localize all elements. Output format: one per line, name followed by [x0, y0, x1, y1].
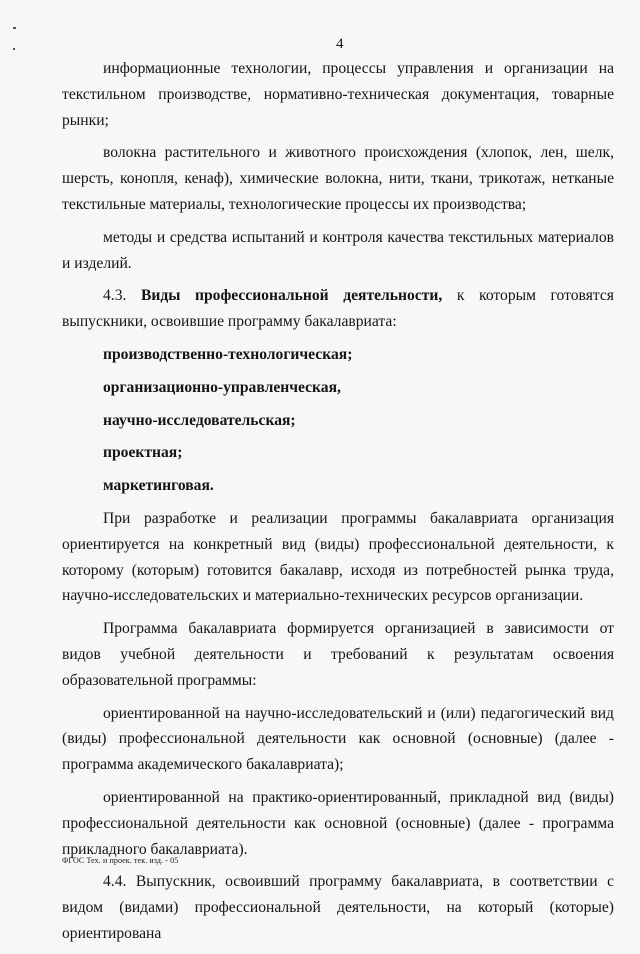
paragraph: ориентированной на практико-ориентированный, прикладной вид (виды) профессиональной деятельности как основной (основные) (далее - программа прикладного бакалавриата). — [62, 788, 614, 858]
section-rest: к которым готовятся выпускники, освоившие программу бакалавриата: — [62, 287, 614, 331]
scan-mark-1 — [13, 27, 16, 29]
scan-mark-2 — [13, 48, 15, 50]
activity-type: производственно-технологическая; — [103, 345, 353, 363]
paragraph: информационные технологии, процессы управления и организации на текстильном производстве, нормативно-техническая документация, товарные рынки; — [62, 60, 614, 129]
activity-type: маркетинговая. — [103, 477, 214, 495]
activity-type: научно-исследовательская; — [103, 411, 296, 429]
paragraph: ориентированной на научно-исследовательский и (или) педагогический вид (виды) профессиональной деятельности как основной (основные) (далее - программа академического бакалавриата); — [62, 704, 614, 774]
section-number: 4.3. — [103, 287, 127, 305]
page-number: 4 — [336, 36, 344, 52]
paragraph: При разработке и реализации программы бакалавриата организация ориентируется на конкретный вид (виды) профессиональной деятельности, к которому (которым) готовится бакалавр, исходя из потребностей рынка труда, научно-исследовательских и материально-технических ресурсов организации. — [62, 509, 614, 605]
footer-code: ФГОС Тех. и проек. тек. изд. - 05 — [62, 856, 179, 865]
activity-type: проектная; — [103, 444, 183, 462]
paragraph: методы и средства испытаний и контроля качества текстильных материалов и изделий. — [62, 228, 614, 272]
section-bold-lead: Виды профессиональной деятельности, — [140, 287, 443, 305]
section-4-3 — [62, 283, 614, 335]
paragraph: волокна растительного и животного происхождения (хлопок, лен, шелк, шерсть, конопля, кенаф), химические волокна, нити, ткани, трикотаж, нетканые текстильные материалы, технологические процессы их производства; — [62, 144, 614, 213]
document-body — [62, 56, 614, 954]
paragraph: 4.4. Выпускник, освоивший программу бакалавриата, в соответствии с видом (видами) профессиональной деятельности, на который (которые) ориентирована — [62, 873, 614, 942]
paragraph: Программа бакалавриата формируется организацией в зависимости от видов учебной деятельности и требований к результатам освоения образовательной программы: — [62, 620, 614, 689]
activity-type: организационно-управленческая, — [103, 378, 341, 396]
